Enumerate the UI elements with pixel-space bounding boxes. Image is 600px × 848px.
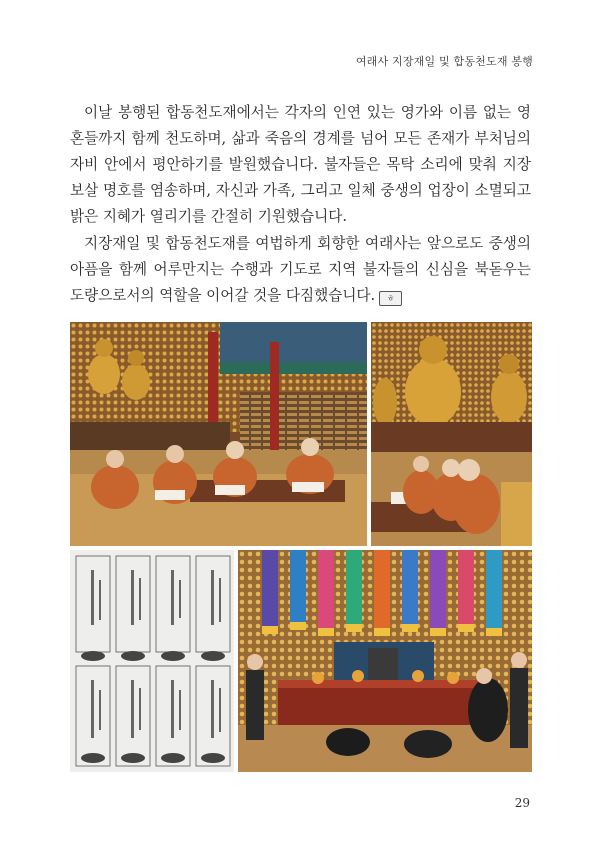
running-header: 여래사 지장재일 및 합동천도재 봉행 [355,55,533,68]
article-body [70,100,531,309]
photo-monks-chanting-hall [70,322,367,546]
article-paragraph-2 [70,231,531,309]
photo-memorial-tablets-image [70,550,234,772]
photo-monks-buddha-altar [371,322,532,546]
article-paragraph-2-text: 지장재일 및 합동천도재를 여법하게 회향한 여래사는 앞으로도 중생의 아픔을 함께 어루만지는 수행과 기도로 지역 불자들의 신심을 북돋우는 도량으로서의 역할을 이어갈 것을 다짐했습니다. [70,235,531,304]
photo-monks-buddha-altar-image [371,322,532,546]
photo-devotees-bowing [238,550,532,772]
photo-monks-chanting-hall-image [70,322,367,546]
photo-devotees-bowing-image [238,550,532,772]
article-paragraph-1: 이날 봉행된 합동천도재에서는 각자의 인연 있는 영가와 이름 없는 영혼들까지 함께 천도하며, 삶과 죽음의 경계를 넘어 모든 존재가 부처님의 자비 안에서 평안하기를 발원했습니다. 불자들은 목탁 소리에 맞춰 지장보살 명호를 염송하며, 자신과 가족, 그리고 일체 중생의 업장이 소멸되고 밝은 지혜가 열리기를 간절히 기원했습니다. [70,104,531,225]
photo-memorial-tablets [70,550,234,772]
page-number: 29 [514,796,530,810]
article-end-mark-icon: ㅎ [379,291,402,306]
